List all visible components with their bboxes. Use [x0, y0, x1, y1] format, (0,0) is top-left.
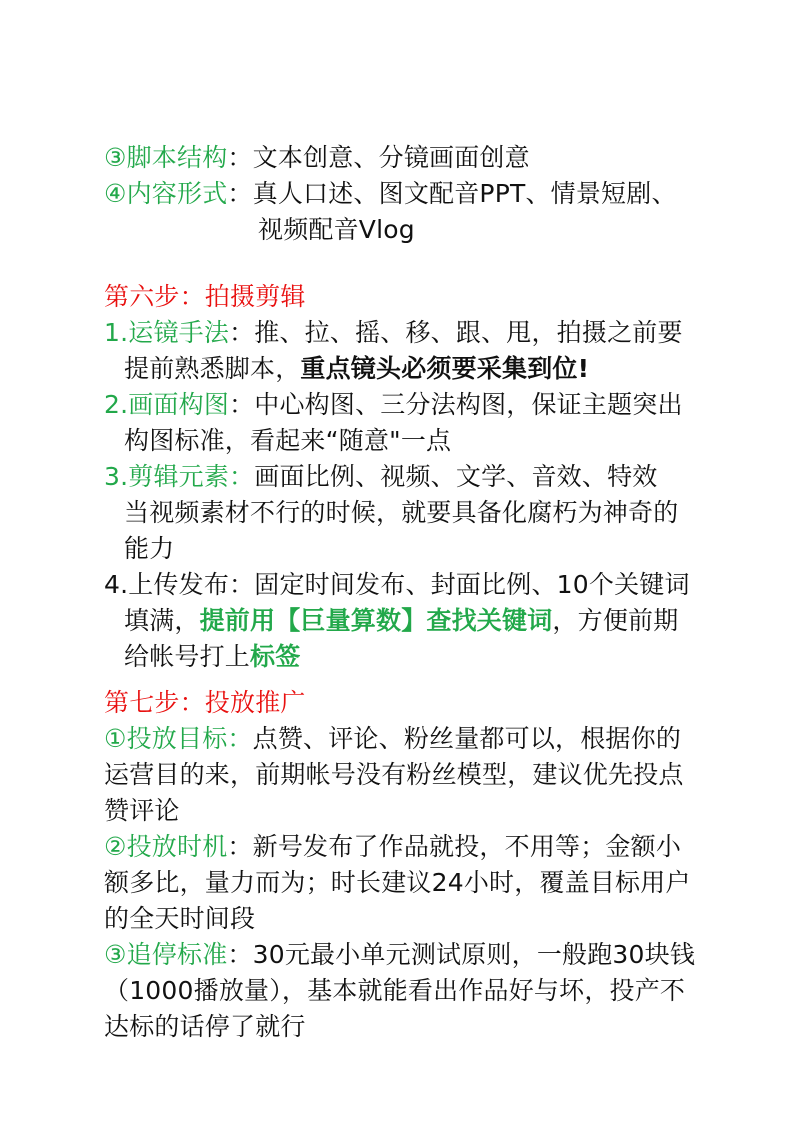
composition-text: ：中心构图、三分法构图，保证主题突出 — [229, 390, 683, 419]
step7-item-stop-criteria — [104, 937, 704, 973]
editing-continuation-2: 能力 — [124, 534, 175, 563]
composition-continuation: 构图标准，看起来“随意"一点 — [124, 426, 452, 455]
step6-item-upload: 4.上传发布：固定时间发布、封面比例、10个关键词 — [104, 570, 690, 599]
content-form-continuation: 视频配音Vlog — [258, 215, 415, 244]
goal-continuation-1: 运营目的来，前期帐号没有粉丝模型，建议优先投点 — [104, 760, 684, 789]
goal-continuation-2: 赞评论 — [104, 796, 180, 825]
timing-label: ②投放时机 — [104, 832, 228, 861]
stop-criteria-text: ：30元最小单元测试原则，一般跑30块钱 — [227, 940, 696, 969]
editing-text: 画面比例、视频、文学、音效、特效 — [254, 462, 658, 491]
goal-label: ①投放目标： — [104, 724, 253, 753]
step7-item-timing — [104, 829, 704, 865]
script-structure-text: ：文本创意、分镜画面创意 — [227, 143, 530, 172]
upload-cont-c: ，方便前期 — [552, 606, 679, 635]
step6-item-editing — [104, 459, 704, 495]
upload-cont2-b: 标签 — [250, 642, 301, 671]
timing-continuation-1: 额多比，量力而为；时长建议24小时，覆盖目标用户 — [104, 868, 691, 897]
item-script-structure — [104, 140, 704, 176]
step7-item-goal — [104, 721, 704, 757]
script-section — [104, 140, 704, 248]
step7-heading: 第七步：投放推广 — [104, 688, 306, 717]
timing-text: ：新号发布了作品就投，不用等；金额小 — [227, 832, 682, 861]
upload-continuation-1 — [104, 603, 704, 639]
item-content-form — [104, 176, 704, 212]
stop-criteria-continuation-1: （1000播放量），基本就能看出作品好与坏，投产不 — [104, 976, 686, 1005]
upload-cont-a: 填满， — [124, 606, 200, 635]
step6-item-camera-moves — [104, 315, 704, 351]
goal-text: 点赞、评论、粉丝量都可以，根据你的 — [252, 724, 682, 753]
camera-moves-text: ：推、拉、摇、移、跟、甩，拍摄之前要 — [229, 318, 683, 347]
timing-continuation-2: 的全天时间段 — [104, 904, 256, 933]
editing-continuation-1: 当视频素材不行的时候，就要具备化腐朽为神奇的 — [124, 498, 679, 527]
script-structure-label: ③脚本结构 — [104, 143, 228, 172]
step6-item-composition — [104, 387, 704, 423]
camera-moves-continuation — [104, 351, 704, 387]
camera-moves-label: 1.运镜手法 — [104, 318, 230, 347]
upload-continuation-2 — [104, 639, 704, 675]
upload-cont2-a: 给帐号打上 — [124, 642, 251, 671]
step6-heading: 第六步：拍摄剪辑 — [104, 282, 306, 311]
upload-cont-b: 提前用【巨量算数】查找关键词 — [199, 606, 553, 635]
content-form-text: ：真人口述、图文配音PPT、情景短剧、 — [227, 179, 677, 208]
editing-label: 3.剪辑元素： — [104, 462, 255, 491]
stop-criteria-label: ③追停标准 — [104, 940, 228, 969]
step7-section — [104, 685, 704, 1045]
stop-criteria-continuation-2: 达标的话停了就行 — [104, 1012, 306, 1041]
camera-moves-cont-a: 提前熟悉脚本， — [124, 354, 301, 383]
camera-moves-cont-b: 重点镜头必须要采集到位! — [300, 354, 590, 383]
content-form-label: ④内容形式 — [104, 179, 228, 208]
step6-section — [104, 279, 704, 675]
composition-label: 2.画面构图 — [104, 390, 230, 419]
